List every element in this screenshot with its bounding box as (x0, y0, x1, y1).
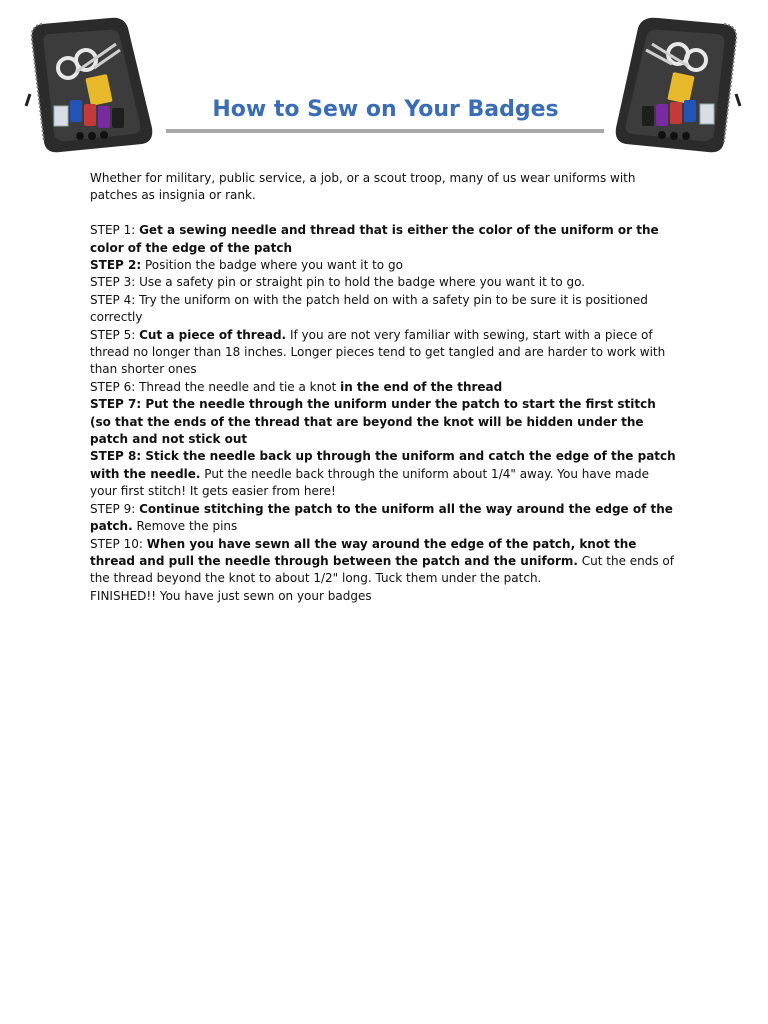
step-text: Position the badge where you want it to go (141, 258, 403, 273)
step-text: When you have sewn all the way around the edge of the patch, knot the thread and pull the needle through between the patch and the uniform. (90, 536, 637, 568)
step-text: Get a sewing needle and thread that is either the color of the uniform or the color of the edge of the patch (90, 223, 659, 255)
step-4 (90, 292, 678, 327)
sewing-kit-image-left (24, 14, 154, 160)
steps-list (90, 222, 678, 605)
step-2 (90, 257, 678, 274)
step-text: STEP 4: Try the uniform on with the patch held on with a safety pin to be sure it is positioned correctly (90, 292, 648, 325)
step-text: Continue stitching the patch to the uniform all the way around the edge of the patch. (90, 501, 673, 534)
step-1 (90, 222, 678, 257)
step-text: STEP 3: Use a safety pin or straight pin to hold the badge where you want it to go. (90, 275, 586, 290)
instructions-body (90, 170, 678, 605)
step-10 (90, 536, 678, 588)
step-text: Put the needle back through the uniform about 1/4" away. You have made your first stitch! It gets easier from here! (90, 466, 650, 499)
step-11 (90, 588, 678, 605)
step-text: Cut a piece of thread. (139, 327, 287, 342)
step-text: STEP 7: Put the needle through the uniform under the patch to start the first stitch (so that the ends of the thread that are beyond the knot will be hidden under the patch and not stick out (90, 397, 656, 447)
step-7 (90, 396, 678, 448)
step-text: STEP 2: (90, 258, 142, 273)
title-underline (166, 129, 604, 133)
step-9 (90, 501, 678, 536)
step-8 (90, 448, 678, 500)
step-text: in the end of the thread (340, 379, 503, 394)
step-text: Cut the ends of the thread beyond the knot to about 1/2" long. Tuck them under the patch. (90, 553, 675, 586)
step-text: Remove the pins (132, 519, 238, 534)
step-text: STEP 1: (90, 223, 140, 238)
page-title: How to Sew on Your Badges (212, 97, 559, 122)
step-text: STEP 8: Stick the needle back up through the uniform and catch the edge of the patch with the needle. (90, 449, 676, 481)
step-text: STEP 9: (90, 501, 140, 516)
intro-paragraph: Whether for military, public service, a job, or a scout troop, many of us wear uniforms with patches as insignia or rank. (90, 171, 636, 203)
step-text: STEP 10: (90, 536, 147, 551)
step-text: FINISHED!! You have just sewn on your badges (90, 588, 372, 603)
sewing-kit-image-right (612, 14, 742, 160)
step-text: If you are not very familiar with sewing, start with a piece of thread no longer than 18 inches. Longer pieces tend to get tangled and are harder to work with than shorter ones (90, 327, 666, 377)
step-text: STEP 5: (90, 327, 140, 342)
step-5 (90, 327, 678, 379)
step-6 (90, 379, 678, 396)
step-3 (90, 274, 678, 291)
step-text: STEP 6: Thread the needle and tie a knot (90, 379, 341, 394)
